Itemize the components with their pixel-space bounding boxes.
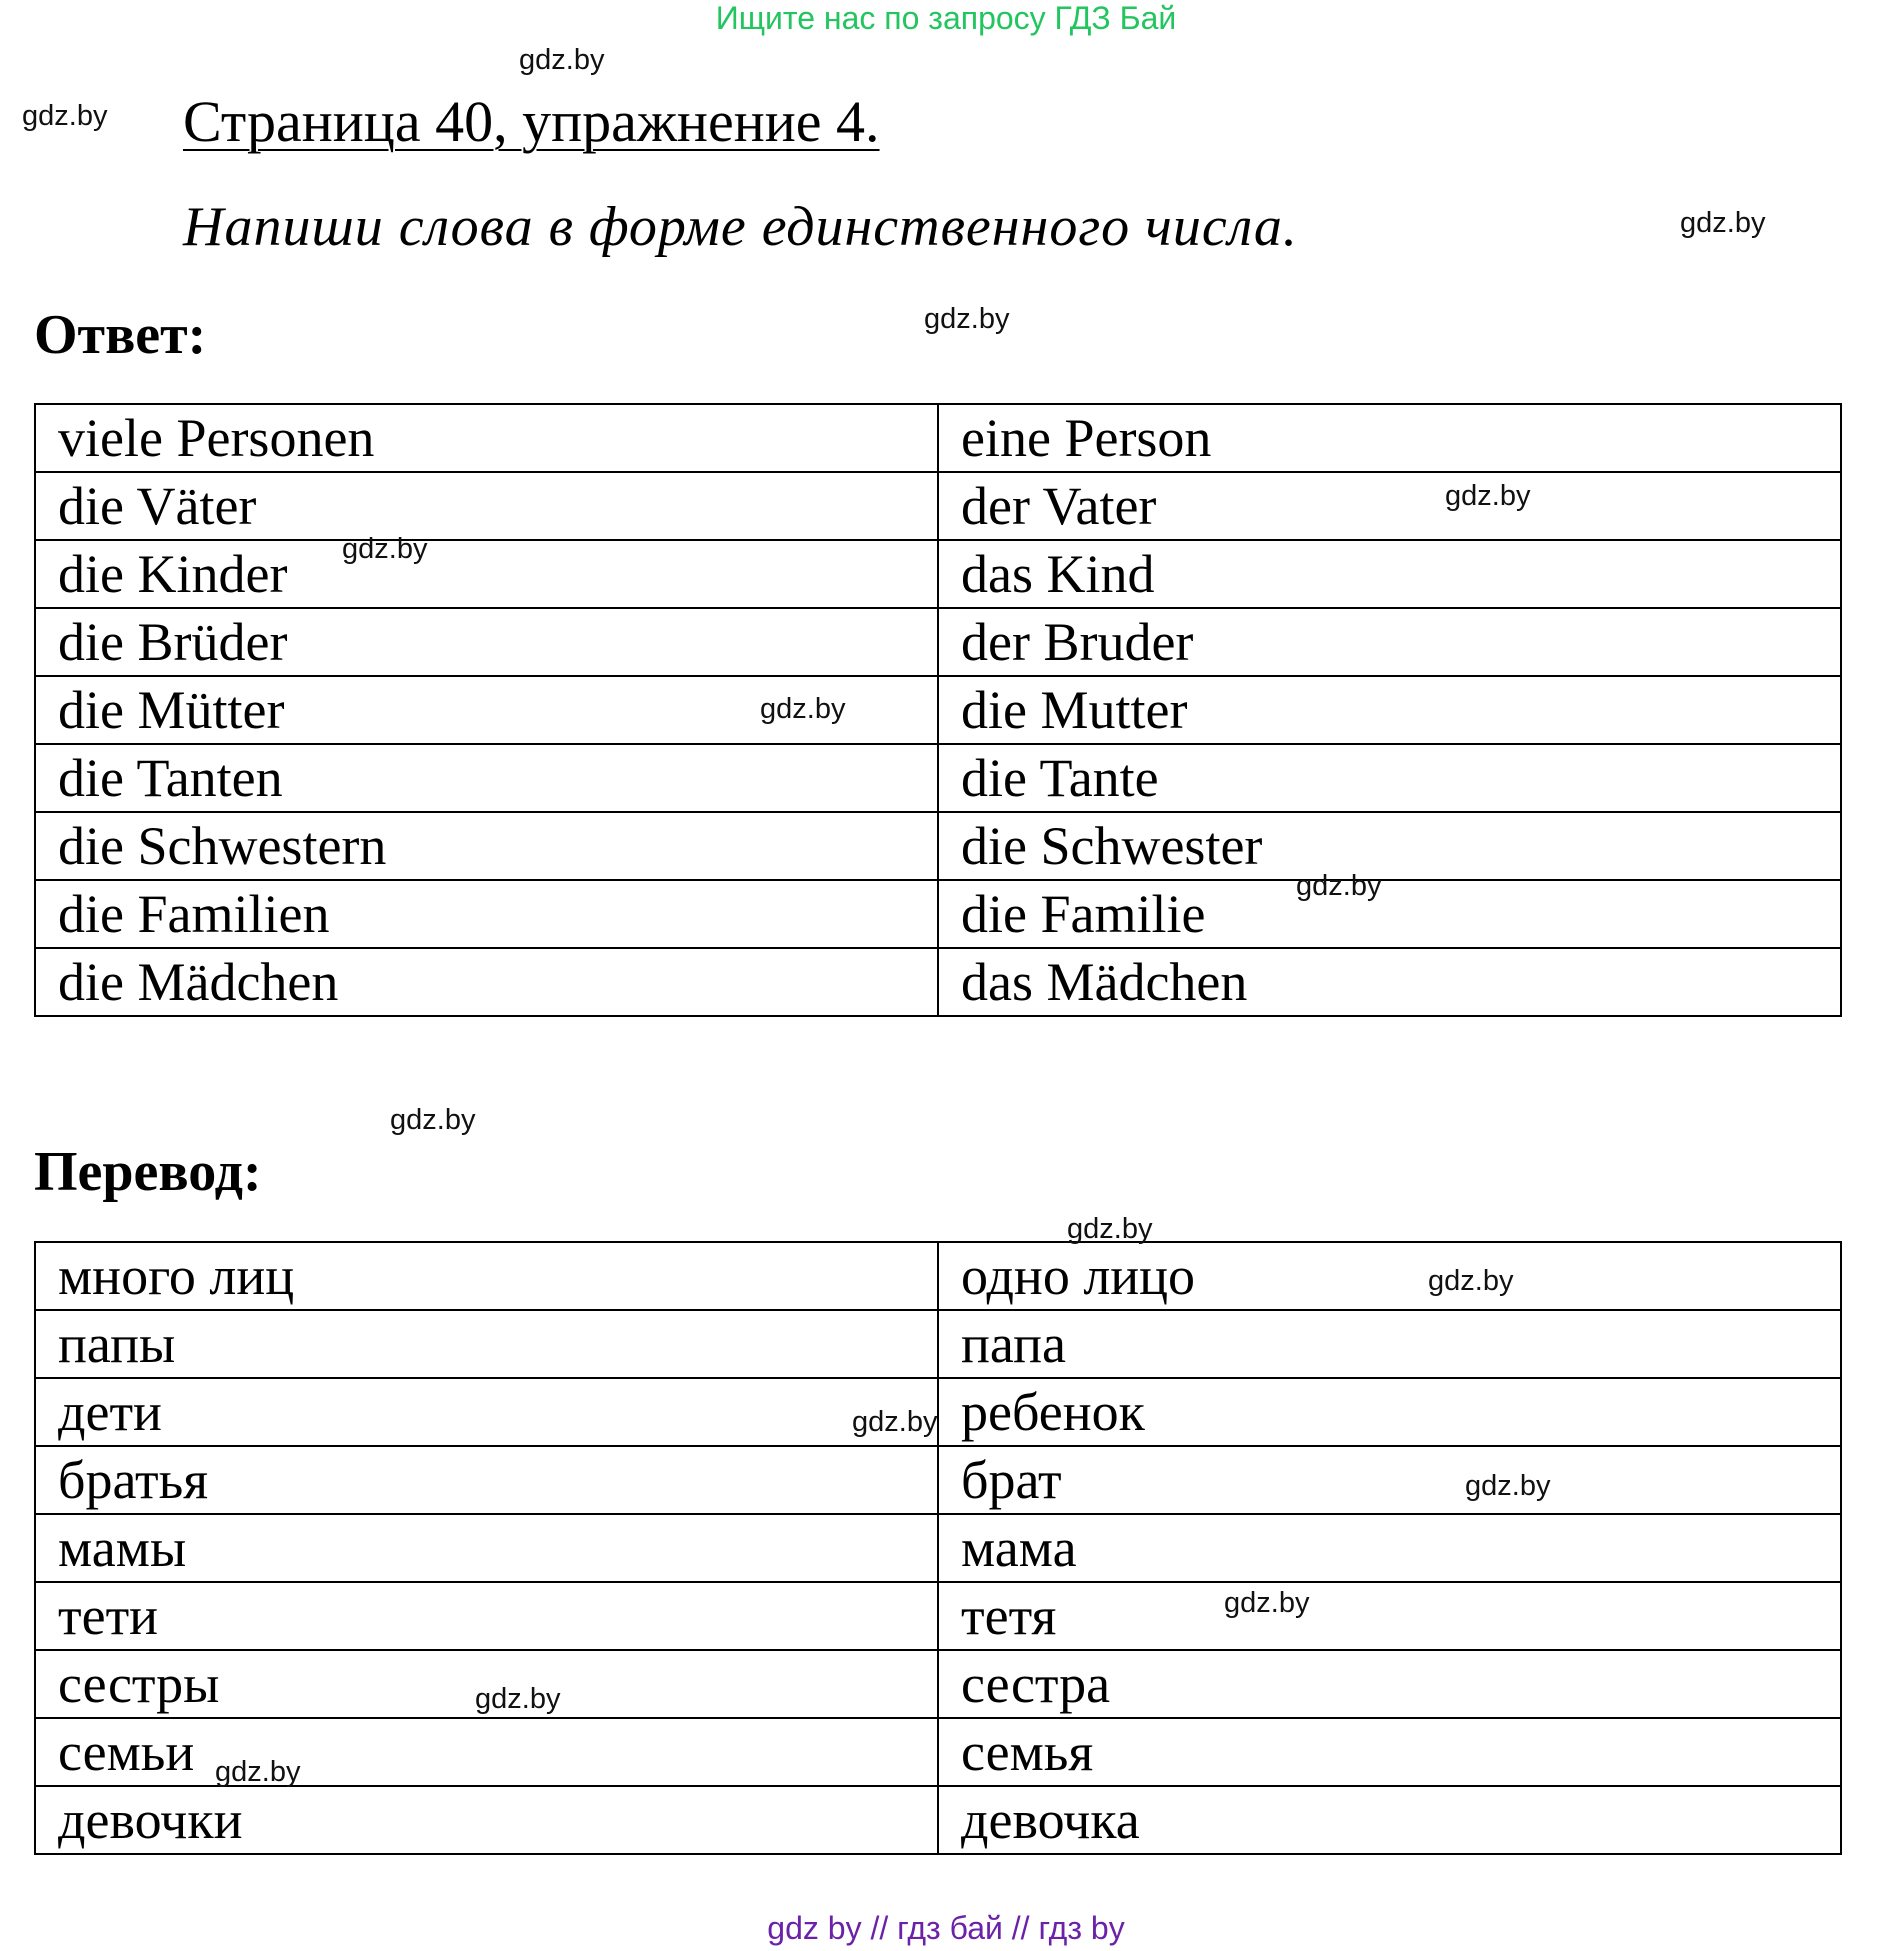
singular-cell: das Mädchen <box>938 948 1841 1016</box>
table-row <box>35 812 1841 880</box>
table-row <box>35 1718 1841 1786</box>
singular-cell: тетя <box>938 1582 1841 1650</box>
singular-cell: die Mutter <box>938 676 1841 744</box>
plural-cell: дети <box>35 1378 938 1446</box>
singular-cell: мама <box>938 1514 1841 1582</box>
plural-cell: тети <box>35 1582 938 1650</box>
watermark: gdz.by <box>22 100 108 132</box>
singular-cell: сестра <box>938 1650 1841 1718</box>
plural-cell: девочки <box>35 1786 938 1854</box>
plural-cell: папы <box>35 1310 938 1378</box>
singular-cell: одно лицо <box>938 1242 1841 1310</box>
watermark: gdz.by <box>1445 480 1531 512</box>
plural-cell: die Mädchen <box>35 948 938 1016</box>
table-row <box>35 1582 1841 1650</box>
plural-cell: viele Personen <box>35 404 938 472</box>
singular-cell: папа <box>938 1310 1841 1378</box>
plural-cell: семьи <box>35 1718 938 1786</box>
watermark: gdz.by <box>390 1104 476 1136</box>
watermark: gdz.by <box>1465 1470 1551 1502</box>
singular-cell: der Bruder <box>938 608 1841 676</box>
singular-cell: ребенок <box>938 1378 1841 1446</box>
singular-cell: семья <box>938 1718 1841 1786</box>
plural-cell: сестры <box>35 1650 938 1718</box>
watermark: gdz.by <box>1428 1265 1514 1297</box>
table-row <box>35 1650 1841 1718</box>
task-instruction: Напиши слова в форме единственного числа. <box>183 196 1298 258</box>
plural-cell: die Väter <box>35 472 938 540</box>
singular-cell: die Schwester <box>938 812 1841 880</box>
watermark: gdz.by <box>342 533 428 565</box>
plural-cell: много лиц <box>35 1242 938 1310</box>
singular-cell: das Kind <box>938 540 1841 608</box>
plural-cell: мамы <box>35 1514 938 1582</box>
answer-table <box>34 403 1842 1017</box>
plural-cell: die Familien <box>35 880 938 948</box>
table-row <box>35 540 1841 608</box>
translation-table <box>34 1241 1842 1855</box>
table-row <box>35 676 1841 744</box>
table-row <box>35 608 1841 676</box>
plural-cell: die Tanten <box>35 744 938 812</box>
watermark: gdz.by <box>475 1683 561 1715</box>
plural-cell: die Kinder <box>35 540 938 608</box>
watermark: gdz.by <box>1067 1213 1153 1245</box>
watermark: gdz.by <box>1296 870 1382 902</box>
watermark: gdz.by <box>519 44 605 76</box>
singular-cell: die Familie <box>938 880 1841 948</box>
plural-cell: die Schwestern <box>35 812 938 880</box>
table-row <box>35 1378 1841 1446</box>
table-row <box>35 1514 1841 1582</box>
singular-cell: der Vater <box>938 472 1841 540</box>
table-row <box>35 1310 1841 1378</box>
watermark: gdz.by <box>760 693 846 725</box>
answer-heading: Ответ: <box>34 304 207 366</box>
singular-cell: die Tante <box>938 744 1841 812</box>
watermark: gdz.by <box>924 303 1010 335</box>
table-row <box>35 948 1841 1016</box>
table-row <box>35 472 1841 540</box>
translation-heading: Перевод: <box>34 1141 262 1203</box>
plural-cell: братья <box>35 1446 938 1514</box>
watermark: gdz.by <box>1680 207 1766 239</box>
singular-cell: девочка <box>938 1786 1841 1854</box>
table-row <box>35 404 1841 472</box>
plural-cell: die Mütter <box>35 676 938 744</box>
table-row <box>35 1786 1841 1854</box>
footer-links[interactable]: gdz by // гдз бай // гдз by <box>767 1910 1125 1946</box>
table-row <box>35 744 1841 812</box>
singular-cell: eine Person <box>938 404 1841 472</box>
watermark: gdz.by <box>215 1756 301 1788</box>
top-search-banner[interactable]: Ищите нас по запросу ГДЗ Бай <box>715 0 1177 36</box>
plural-cell: die Brüder <box>35 608 938 676</box>
table-row <box>35 1446 1841 1514</box>
table-row <box>35 1242 1841 1310</box>
page-title: Страница 40, упражнение 4. <box>183 89 880 154</box>
table-row <box>35 880 1841 948</box>
watermark: gdz.by <box>852 1406 938 1438</box>
singular-cell: брат <box>938 1446 1841 1514</box>
watermark: gdz.by <box>1224 1587 1310 1619</box>
